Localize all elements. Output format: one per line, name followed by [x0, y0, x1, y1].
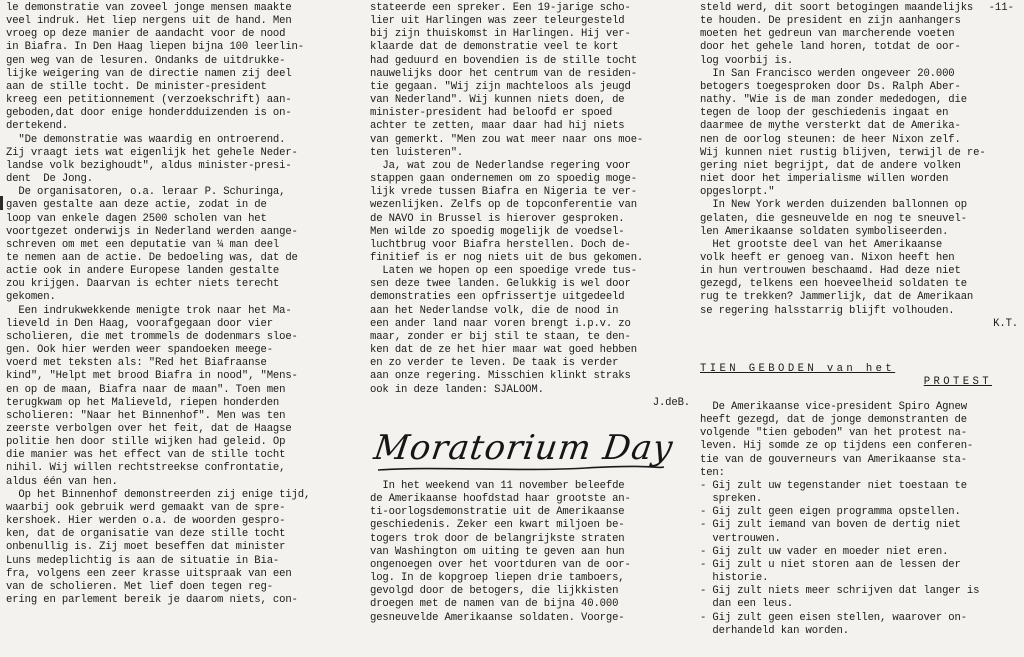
text-line: actie ook in andere Europese landen gestalte [6, 265, 280, 278]
text-line: van de scholieren. Met lief doen tegen reg- [6, 580, 273, 593]
text-line: onbenullig is. Zij moet beseffen dat minister [6, 541, 286, 554]
text-line: fra, volgens een zeer krasse uitspraak van een [6, 567, 292, 580]
column-moratorium-article [370, 480, 690, 625]
column-biafra-end [370, 2, 690, 410]
text-line: se regering halsstarrig blijft volhouden. [700, 304, 955, 317]
text-line: te houden. De president en zijn aanhangers [700, 15, 961, 28]
text-line: opgeslorpt." [700, 186, 775, 199]
text-line: dan een leus. [700, 598, 794, 611]
text-line: historie. [700, 572, 769, 585]
text-line: nihil. Wij willen rechtstreekse confrontatie, [6, 462, 286, 475]
tien-geboden-heading [700, 363, 1000, 389]
column-moratorium-continued [700, 2, 1018, 331]
text-line: - Gij zult geen eigen programma opstellen. [700, 506, 961, 519]
text-line: lijk vrede tussen Biafra en Nigeria te ver- [370, 186, 637, 199]
text-line: Luns medeplichtig is aan de situatie in Bia- [6, 554, 280, 567]
text-line: Men wilde zo spoedig mogelijk de voedsel- [370, 225, 625, 238]
text-line: door het gehele land horen, totdat de oor- [700, 41, 961, 54]
text-line: gesneuvelde Amerikaanse soldaten. Voorge- [370, 611, 625, 624]
text-line: scholieren, die met trommels de dodenmars sloe- [6, 330, 298, 343]
text-line: In San Francisco werden ongeveer 20.000 [700, 67, 955, 80]
text-line: daarmee de mythe versterkt dat de Amerika- [700, 120, 961, 133]
text-line: politie hen door stille wijken had geleid. Op [6, 436, 286, 449]
text-line: togers trok door de belangrijkste straten [370, 532, 625, 545]
text-line: had geduurd en bovendien is de stille tocht [370, 54, 637, 67]
column-body [700, 2, 1018, 318]
text-line: volgende "tien geboden" van het protest na- [700, 427, 967, 440]
text-line: In New York werden duizenden ballonnen op [700, 199, 967, 212]
text-line: In het weekend van 11 november beleefde [370, 480, 625, 492]
text-line: Een indrukwekkende menigte trok naar het Ma- [6, 304, 292, 317]
text-line: landse volk bezighoudt", aldus minister-presi- [6, 159, 292, 172]
text-line: zou krijgen. Daarvan is echter niets terecht [6, 278, 280, 291]
text-line: gelaten, die gesneuvelde en nog te sneuvel- [700, 212, 967, 225]
text-line: log. In de kopgroep liepen drie tamboers, [370, 572, 625, 585]
text-line: tegen de loop der geschiedenis ingaat en [700, 107, 949, 120]
text-line: vertrouwen. [700, 532, 781, 545]
text-line: tie gegaan. "Wij zijn machteloos als jeugd [370, 80, 631, 93]
text-line: scholieren: "Naar het Binnenhof". Men was ten [6, 409, 286, 422]
text-line: lieveld in Den Haag, voorafgegaan door vier [6, 317, 273, 330]
text-line: die manier was het effect van de stille tocht [6, 449, 286, 462]
text-line: aan onze regering. Misschien klinkt straks [370, 370, 631, 383]
text-line: leven. Hij somde ze op tijdens een conferen- [700, 440, 974, 453]
text-line: een ander land naar voren brengt i.p.v. zo [370, 317, 631, 330]
text-line: kershoek. Hier werden o.a. de woorden gespro- [6, 515, 286, 528]
text-line: - Gij zult uw tegenstander niet toestaan te [700, 479, 967, 492]
text-line: van Nederland". Wij kunnen niets doen, de [370, 94, 625, 107]
text-line: van gemerkt. "Men zou wat meer naar ons moe- [370, 133, 644, 146]
text-line: kind", "Helpt met brood Biafra in nood", "Mens- [6, 370, 298, 383]
text-line: stateerde een spreker. Een 19-jarige scho- [370, 2, 631, 14]
text-line: sen deze twee landen. Gelukkig is wel door [370, 278, 631, 291]
text-line: voortgezet onderwijs in Nederland werden aange- [6, 225, 298, 238]
signature-kt: K.T. [993, 317, 1018, 330]
text-line: droegen met de namen van de bijna 40.000 [370, 598, 619, 611]
text-line: Op het Binnenhof demonstreerden zij enige tijd, [6, 488, 311, 501]
text-line: voerd met teksten als: "Red het Biafraanse [6, 357, 267, 370]
text-line: nauwelijks door het centrum van de residen- [370, 67, 637, 80]
text-line: ering en parlement bereik je daarom niets, con- [6, 594, 298, 607]
heading-line-1: TIEN GEBODEN van het [700, 363, 896, 375]
text-line: le demonstratie van zoveel jonge mensen maakte [6, 2, 292, 14]
text-line: - Gij zult uw vader en moeder niet eren. [700, 545, 949, 558]
text-line: heeft gezegd, dat de jonge demonstranten de [700, 414, 967, 427]
text-line: Laten we hopen op een spoedige vrede tus- [370, 265, 637, 278]
text-line: ken, dat de organisatie van deze stille tocht [6, 528, 286, 541]
text-line: te nemen aan de actie. De bedoeling was, dat de [6, 251, 298, 264]
text-line: en zo verder te leven. De taak is verder [370, 357, 619, 370]
text-line: Wij kunnen niet rustig blijven, terwijl de re- [700, 146, 986, 159]
text-line: waarbij ook gebruik werd gemaakt van de spre- [6, 501, 286, 514]
text-line: De Amerikaanse vice-president Spiro Agnew [700, 401, 967, 413]
text-line: gezegd, telkens een hoeveelheid soldaten te [700, 278, 967, 291]
text-line: "De demonstratie was waardig en ontroerend. [6, 133, 286, 146]
text-line: gaven gestalte aan deze actie, zodat in de [6, 199, 267, 212]
text-line: gevolgd door de betogers, die lijkkisten [370, 585, 619, 598]
signature-jdeb: J.deB. [652, 396, 690, 409]
text-line: dent De Jong. [6, 173, 93, 186]
text-line: loop van enkele dagen 2500 scholen van het [6, 212, 267, 225]
text-line: zeerste verbolgen over het feit, dat de Haagse [6, 423, 292, 435]
text-line: klaarde dat de demonstratie veel te kort [370, 41, 619, 54]
column-body [370, 2, 690, 397]
text-line: Ja, wat zou de Nederlandse regering voor [370, 159, 631, 172]
text-line: derhandeld kan worden. [700, 624, 849, 637]
text-line: moeten het gedreun van marcherende voeten [700, 28, 955, 41]
binding-mark [0, 196, 3, 210]
text-line: stappen gaan ondernemen om zo spoedig moge- [370, 173, 637, 186]
text-line: de NAVO in Brussel is hierover gesproken. [370, 212, 625, 225]
column-tien-geboden [700, 401, 1018, 638]
page-number: -11- [988, 2, 1014, 14]
text-line: finitief is er nog niets uit de bus gekomen. [370, 251, 644, 264]
text-line: bij zijn thuiskomst in Harlingen. Hij ver- [370, 28, 631, 41]
text-line: geschiedenis. Zeker een kwart miljoen be- [370, 519, 625, 532]
text-line: veel indruk. Het liep nergens uit de hand. Men [6, 15, 292, 28]
text-line: volk heeft er genoeg van. Nixon heeft hen [700, 251, 955, 264]
text-line: - Gij zult geen eisen stellen, waarover on- [700, 611, 967, 624]
text-line: kreeg een petitionnement (verzoekschrift) aan- [6, 94, 292, 107]
text-line: steld werd, dit soort betogingen maandelijks [700, 2, 974, 14]
text-line: len Amerikaanse soldaten symboliseerden. [700, 225, 949, 238]
text-line: gen weg van de lesuren. Ondanks de uitdrukke- [6, 54, 286, 67]
text-line: luchtbrug voor Biafra herstellen. Doch de- [370, 238, 631, 251]
text-line: de Amerikaanse hoofdstad haar grootste an- [370, 493, 631, 506]
text-line: log voorbij is. [700, 54, 794, 67]
text-line: terugkwam op het Malieveld, riepen honderden [6, 396, 280, 409]
text-line: ongenoegen over het voortduren van de oor- [370, 558, 631, 571]
text-line: rug te trekken? Jammerlijk, dat de Amerikaan [700, 291, 974, 304]
text-line: van Washington om uiting te geven aan hun [370, 545, 625, 558]
text-line: gering niet begrijpt, dat de andere volken [700, 159, 961, 172]
text-line: aan het Nederlandse volk, die de nood in [370, 304, 619, 317]
text-line: aldus één van hen. [6, 475, 118, 488]
text-line: - Gij zult niets meer schrijven dat langer is [700, 585, 980, 598]
text-line: ten luisteren". [370, 146, 464, 159]
text-line: ook in deze landen: SJALOOM. [370, 383, 544, 396]
text-line: vroeg op deze manier de aandacht voor de nood [6, 28, 286, 41]
column-biafra-continued [6, 2, 360, 607]
title-underline [376, 463, 666, 473]
text-line: - Gij zult u niet storen aan de lessen der [700, 558, 961, 571]
text-line: - Gij zult iemand van boven de dertig niet [700, 519, 961, 532]
text-line: Het grootste deel van het Amerikaanse [700, 238, 943, 251]
heading-line-2: PROTEST [923, 376, 992, 388]
text-line: achter te zetten, maar daar had hij niets [370, 120, 625, 133]
text-line: aan de stille tocht. De minister-president [6, 80, 267, 93]
text-line: lijke weigering van de directie namen zij deel [6, 67, 292, 80]
text-line: De organisatoren, o.a. leraar P. Schuringa, [6, 186, 286, 199]
text-line: minister-president had beloofd er spoed [370, 107, 613, 120]
text-line: geboden,dat door enige honderdduizenden is on- [6, 107, 292, 120]
text-line: tie van de gouverneurs van Amerikaanse sta- [700, 453, 967, 466]
text-line: ten: [700, 466, 725, 479]
text-line: ti-oorlogsdemonstratie uit de Amerikaanse [370, 506, 625, 519]
text-line: lier uit Harlingen was zeer teleurgesteld [370, 15, 625, 28]
text-line: schreven om met een deputatie van ¼ man deel [6, 238, 280, 251]
text-line: dertekend. [6, 120, 69, 133]
text-line: en op de maan, Biafra naar de maan". Toen men [6, 383, 286, 396]
text-line: maar, zonder er bij stil te staan, te den- [370, 330, 631, 343]
text-line: in Biafra. In Den Haag liepen bijna 100 leerlin- [6, 41, 304, 54]
text-line: gekomen. [6, 291, 56, 304]
moratorium-day-title: Moratorium Day [371, 428, 676, 468]
text-line: betogers toegesproken door Ds. Ralph Aber- [700, 80, 961, 93]
text-line: gen. Ook hier werden weer spandoeken meege- [6, 344, 273, 357]
text-line: in hun vertrouwen beschaamd. Had deze niet [700, 265, 961, 278]
text-line: wezenlijken. Zelfs op de topconferentie van [370, 199, 637, 212]
text-line: nen de oorlog steunen: de heer Nixon zelf. [700, 133, 961, 146]
text-line: nathy. "Wie is de man zonder mededogen, die [700, 94, 967, 107]
text-line: niet door het imperialisme willen worden [700, 173, 949, 186]
text-line: Zij vraagt iets wat eigenlijk het gehele Neder- [6, 146, 298, 159]
text-line: demonstraties een opfrissertje uitgedeeld [370, 291, 625, 304]
text-line: spreken. [700, 493, 763, 506]
text-line: ken dat de ze het hier maar wat goed hebben [370, 344, 637, 357]
